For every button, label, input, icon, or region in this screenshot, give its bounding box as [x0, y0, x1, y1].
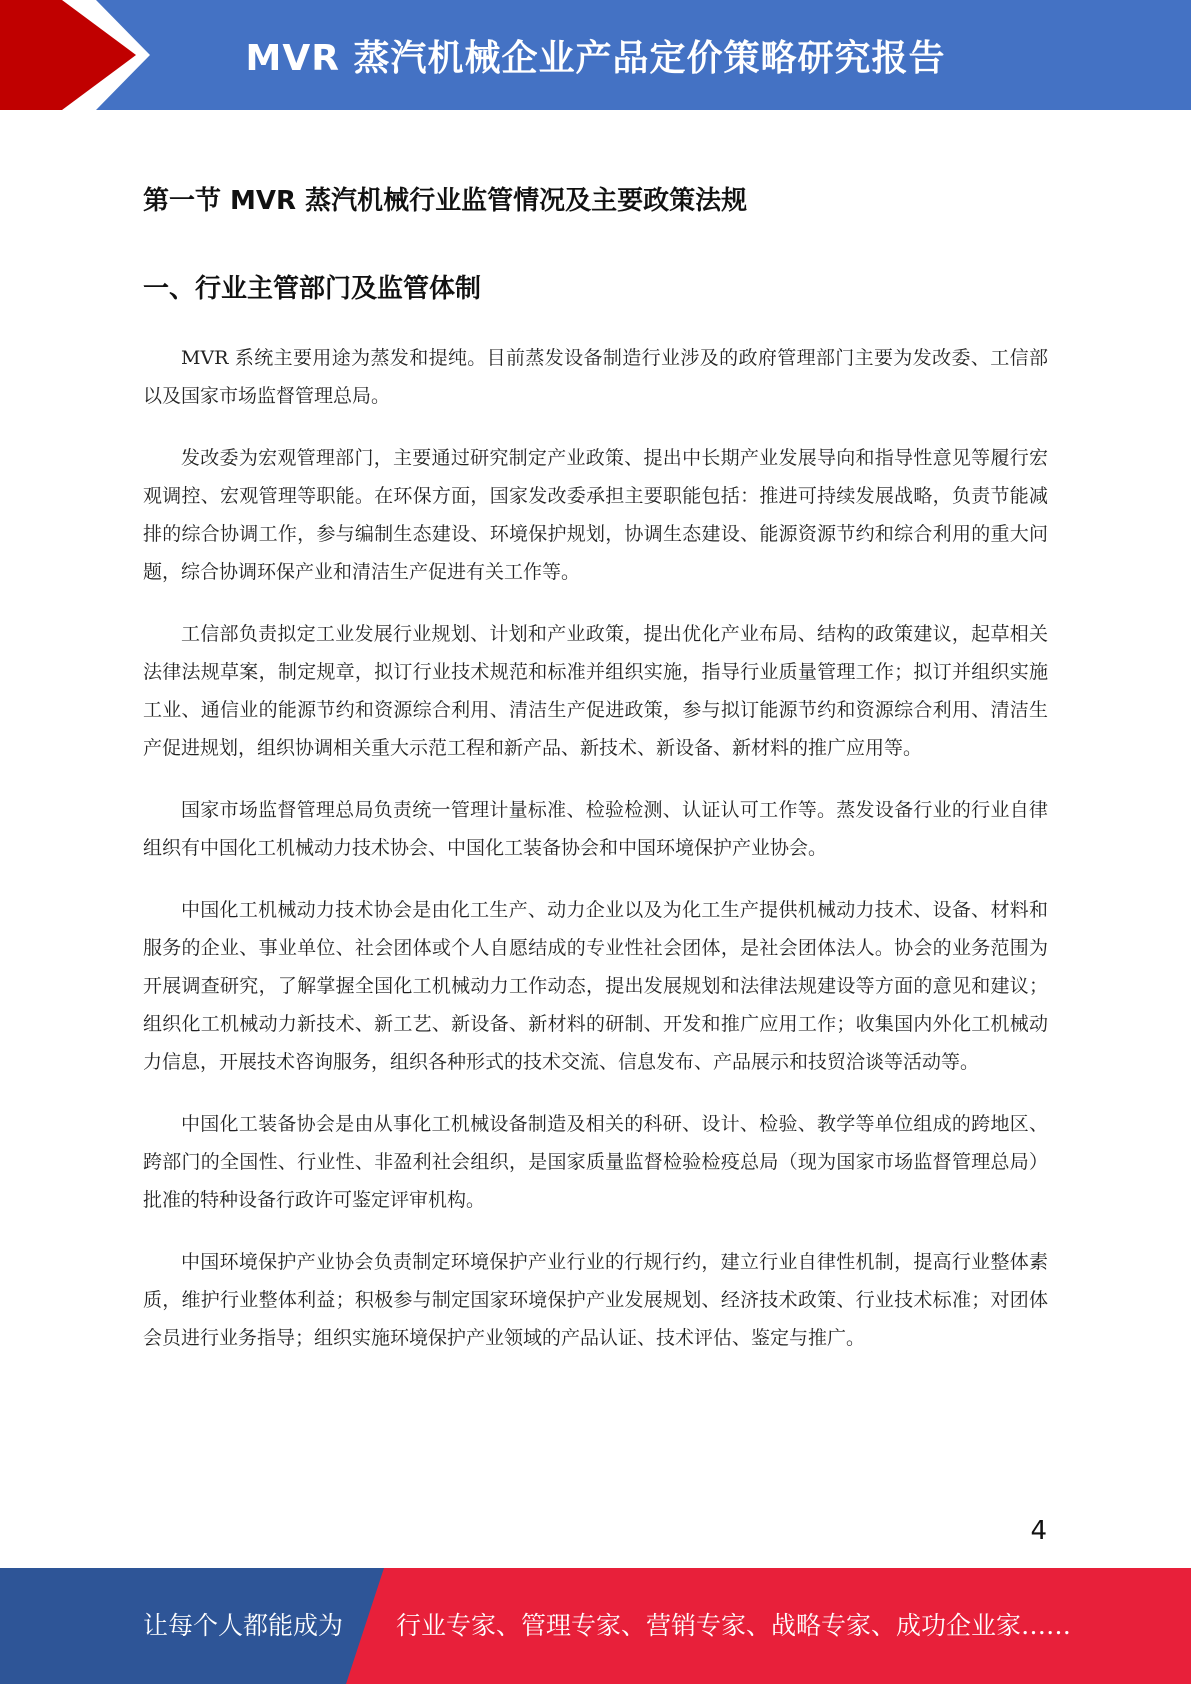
page-header [0, 0, 1191, 110]
report-title: MVR 蒸汽机械企业产品定价策略研究报告 [245, 37, 946, 79]
paragraph: 国家市场监督管理总局负责统一管理计量标准、检验检测、认证认可工作等。蒸发设备行业的行业自律组织有中国化工机械动力技术协会、中国化工装备协会和中国环境保护产业协会。 [143, 799, 1048, 859]
page-content [143, 175, 1048, 1357]
section-title: 第一节 MVR 蒸汽机械行业监管情况及主要政策法规 [143, 186, 748, 216]
paragraph: 中国化工机械动力技术协会是由化工生产、动力企业以及为化工生产提供机械动力技术、设备、材料和服务的企业、事业单位、社会团体或个人自愿结成的专业性社会团体，是社会团体法人。协会的业务范围为开展调查研究，了解掌握全国化工机械动力工作动态，提出发展规划和法律法规建设等方面的意见和建议；组织化工机械动力新技术、新工艺、新设备、新材料的研制、开发和推广应用工作；收集国内外化工机械动力信息，开展技术咨询服务，组织各种形式的技术交流、信息发布、产品展示和技贸洽谈等活动等。 [143, 899, 1048, 1073]
paragraph: 发改委为宏观管理部门，主要通过研究制定产业政策、提出中长期产业发展导向和指导性意见等履行宏观调控、宏观管理等职能。在环保方面，国家发改委承担主要职能包括：推进可持续发展战略，负责节能减排的综合协调工作，参与编制生态建设、环境保护规划，协调生态建设、能源资源节约和综合利用的重大问题，综合协调环保产业和清洁生产促进有关工作等。 [143, 447, 1048, 583]
paragraph: MVR 系统主要用途为蒸发和提纯。目前蒸发设备制造行业涉及的政府管理部门主要为发改委、工信部以及国家市场监督管理总局。 [143, 347, 1048, 407]
page-footer [0, 1568, 1191, 1684]
paragraph: 工信部负责拟定工业发展行业规划、计划和产业政策，提出优化产业布局、结构的政策建议，起草相关法律法规草案，制定规章，拟订行业技术规范和标准并组织实施，指导行业质量管理工作；拟订并组织实施工业、通信业的能源节约和资源综合利用、清洁生产促进政策，参与拟订能源节约和资源综合利用、清洁生产促进规划，组织协调相关重大示范工程和新产品、新技术、新设备、新材料的推广应用等。 [143, 623, 1048, 759]
paragraph: 中国环境保护产业协会负责制定环境保护产业行业的行规行约，建立行业自律性机制，提高行业整体素质，维护行业整体利益；积极参与制定国家环境保护产业发展规划、经济技术政策、行业技术标准；对团体会员进行业务指导；组织实施环境保护产业领域的产品认证、技术评估、鉴定与推广。 [143, 1251, 1048, 1349]
footer-slogan-right: 行业专家、管理专家、营销专家、战略专家、成功企业家…… [396, 1611, 1072, 1640]
footer-slogan-left: 让每个人都能成为 [143, 1611, 344, 1640]
page-number: 4 [1030, 1516, 1047, 1546]
subsection-title: 一、行业主管部门及监管体制 [143, 274, 482, 304]
paragraph: 中国化工装备协会是由从事化工机械设备制造及相关的科研、设计、检验、教学等单位组成的跨地区、跨部门的全国性、行业性、非盈利社会组织，是国家质量监督检验检疫总局（现为国家市场监督管理总局）批准的特种设备行政许可鉴定评审机构。 [143, 1113, 1048, 1211]
